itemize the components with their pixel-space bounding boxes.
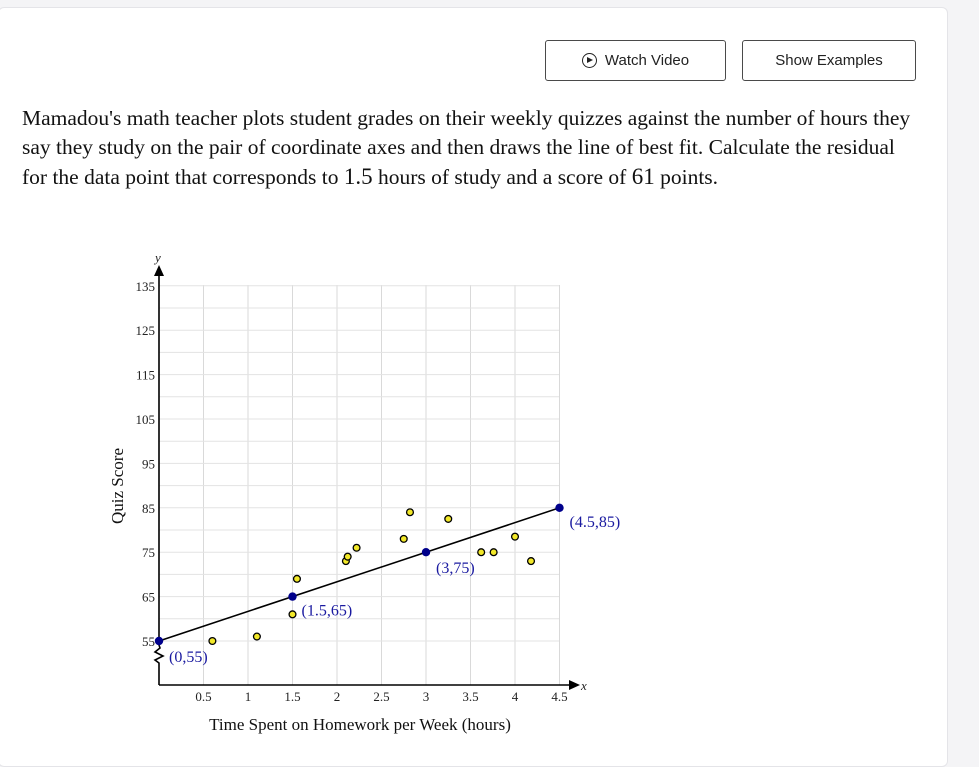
data-point xyxy=(254,633,261,640)
y-axis-letter: y xyxy=(155,250,161,265)
best-fit-point-label: (4.5,85) xyxy=(569,513,621,531)
x-tick-label: 1 xyxy=(244,689,252,704)
x-tick-label: 3 xyxy=(422,689,430,704)
data-point xyxy=(344,553,351,560)
line-of-best-fit xyxy=(155,504,620,666)
best-fit-point xyxy=(288,592,296,600)
x-tick-label: 1.5 xyxy=(284,689,301,704)
y-tick-label: 105 xyxy=(135,412,155,427)
y-tick-label: 75 xyxy=(142,545,155,561)
data-point xyxy=(400,535,407,542)
data-point xyxy=(490,549,497,556)
data-point xyxy=(209,638,216,645)
x-tick-label: 3.5 xyxy=(462,689,479,704)
best-fit-point xyxy=(422,548,430,556)
x-tick-label: 4 xyxy=(511,689,519,704)
y-axis-arrow xyxy=(154,265,164,276)
best-fit-point xyxy=(555,504,563,512)
data-points xyxy=(209,509,534,645)
x-axis-letter: x xyxy=(581,678,587,693)
y-tick-label: 95 xyxy=(142,456,155,472)
grid-lines xyxy=(159,285,560,685)
show-examples-label: Show Examples xyxy=(775,52,883,69)
x-tick-label: 0.5 xyxy=(195,689,212,704)
best-fit-point xyxy=(155,637,163,645)
y-tick-label: 65 xyxy=(142,589,155,605)
y-tick-label: 85 xyxy=(142,500,155,516)
x-tick-label: 4.5 xyxy=(551,689,568,704)
question-part-1: Mamadou's math teacher plots student grades on their weekly quizzes against the number of hours they say they study on the pair of coordinate axes and then draws the line of best fit. Calculate the residual for the data point that corresponds to xyxy=(22,106,911,189)
data-point xyxy=(353,544,360,551)
x-axis-arrow xyxy=(569,680,580,690)
data-point xyxy=(445,516,452,523)
best-fit-point-label: (3,75) xyxy=(436,560,475,578)
x-tick-label: 2 xyxy=(333,689,341,704)
data-point xyxy=(407,509,414,516)
x-tick-label: 2.5 xyxy=(373,689,390,704)
data-point xyxy=(528,558,535,565)
question-part-3: points. xyxy=(654,165,719,189)
y-tick-label: 55 xyxy=(142,634,155,649)
question-part-2: hours of study and a score of xyxy=(372,165,632,189)
data-point xyxy=(512,533,519,540)
data-point xyxy=(478,549,485,556)
best-fit-point-label: (1.5,65) xyxy=(301,602,353,620)
y-tick-label: 115 xyxy=(135,367,155,383)
watch-video-label: Watch Video xyxy=(604,52,690,69)
axes xyxy=(154,265,580,690)
question-score: 61 xyxy=(631,164,655,189)
y-tick-label: 125 xyxy=(135,323,155,339)
data-point xyxy=(289,611,296,618)
tick-labels xyxy=(136,279,568,704)
x-axis-label: Time Spent on Homework per Week (hours) xyxy=(209,715,511,734)
question-hours: 1.5 xyxy=(343,164,373,189)
y-tick-label: 135 xyxy=(135,278,155,294)
best-fit-point-label: (0,55) xyxy=(169,649,208,666)
data-point xyxy=(294,575,301,582)
y-axis-label: Quiz Score xyxy=(108,447,127,525)
